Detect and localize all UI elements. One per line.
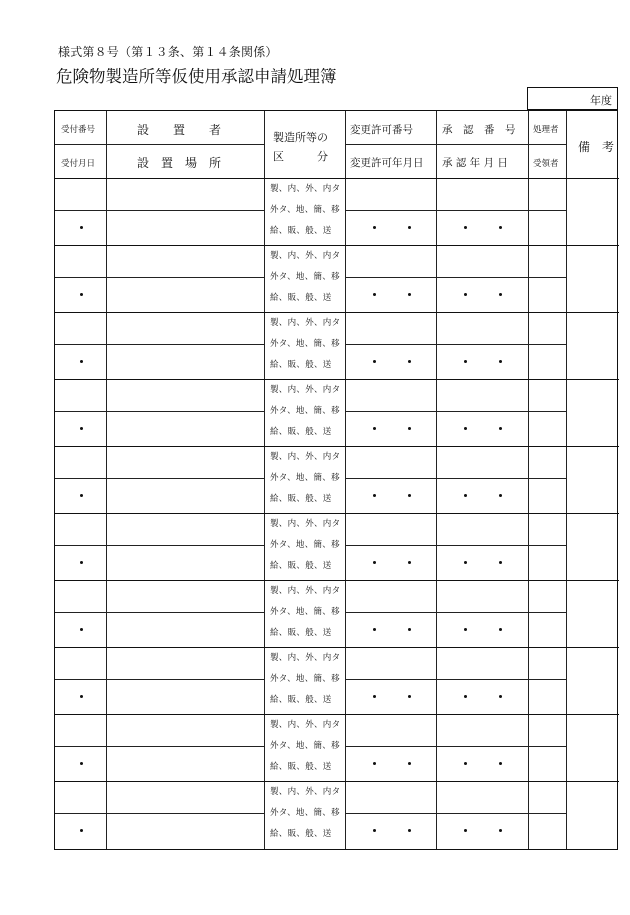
row-mid-line-left [55,813,264,814]
row-mid-line-right [345,746,566,747]
change-permit-date-mark-2 [408,561,411,564]
approval-date-mark-2 [499,427,502,430]
row-separator [55,379,619,380]
form-subtitle: 様式第８号（第１３条、第１４条関係） [58,45,278,59]
form-title: 危険物製造所等仮使用承認申請処理簿 [56,67,337,86]
approval-date-mark-2 [499,360,502,363]
header-approval-number: 承 認 番 号 [442,124,516,136]
approval-date-mark-1 [464,293,467,296]
receipt-date-mark [80,628,83,631]
row-category-line-1: 製、内、外、内タ [270,251,341,261]
row-category-line-3: 給、販、般、送 [270,293,332,303]
row-mid-line-right [345,411,566,412]
header-recipient: 受領者 [533,159,559,169]
col-divider-3 [345,111,346,849]
row-category-line-3: 給、販、般、送 [270,695,332,705]
row-mid-line-left [55,210,264,211]
row-mid-line-left [55,478,264,479]
receipt-date-mark [80,427,83,430]
row-category-line-1: 製、内、外、内タ [270,318,341,328]
row-category-line-1: 製、内、外、内タ [270,184,341,194]
row-category-line-2: 外タ、地、簡、移 [270,406,340,416]
change-permit-date-mark-1 [373,695,376,698]
approval-date-mark-2 [499,494,502,497]
col-divider-4 [436,111,437,849]
row-category-line-2: 外タ、地、簡、移 [270,607,340,617]
row-mid-line-left [55,679,264,680]
change-permit-date-mark-1 [373,762,376,765]
change-permit-date-mark-2 [408,293,411,296]
header-receipt-date: 受付月日 [61,159,96,169]
row-mid-line-left [55,344,264,345]
row-mid-line-right [345,813,566,814]
change-permit-date-mark-2 [408,829,411,832]
approval-date-mark-2 [499,695,502,698]
row-category-line-2: 外タ、地、簡、移 [270,674,340,684]
receipt-date-mark [80,494,83,497]
approval-date-mark-2 [499,293,502,296]
approval-date-mark-1 [464,829,467,832]
approval-date-mark-2 [499,226,502,229]
row-category-line-3: 給、販、般、送 [270,226,332,236]
approval-date-mark-2 [499,829,502,832]
row-category-line-2: 外タ、地、簡、移 [270,808,340,818]
change-permit-date-mark-1 [373,628,376,631]
approval-date-mark-2 [499,561,502,564]
row-category-line-2: 外タ、地、簡、移 [270,272,340,282]
receipt-date-mark [80,561,83,564]
change-permit-date-mark-2 [408,427,411,430]
header-category-line1: 製造所等の [273,131,328,144]
fiscal-year-label: 年度 [590,94,612,107]
change-permit-date-mark-1 [373,494,376,497]
row-separator [55,714,619,715]
row-separator [55,647,619,648]
receipt-date-mark [80,762,83,765]
row-mid-line-right [345,679,566,680]
header-split-left [55,144,264,145]
row-mid-line-right [345,612,566,613]
row-category-line-2: 外タ、地、簡、移 [270,741,340,751]
approval-date-mark-2 [499,762,502,765]
row-category-line-1: 製、内、外、内タ [270,452,341,462]
row-separator [55,513,619,514]
fiscal-year-box[interactable] [527,87,618,110]
approval-date-mark-1 [464,427,467,430]
col-divider-6 [566,111,567,849]
row-mid-line-left [55,411,264,412]
change-permit-date-mark-2 [408,695,411,698]
receipt-date-mark [80,226,83,229]
row-category-line-3: 給、販、般、送 [270,360,332,370]
header-processor: 処理者 [533,125,559,135]
row-mid-line-right [345,277,566,278]
approval-date-mark-1 [464,226,467,229]
row-category-line-1: 製、内、外、内タ [270,519,341,529]
change-permit-date-mark-1 [373,561,376,564]
row-category-line-1: 製、内、外、内タ [270,385,341,395]
change-permit-date-mark-1 [373,829,376,832]
change-permit-date-mark-2 [408,360,411,363]
row-mid-line-left [55,277,264,278]
row-separator [55,580,619,581]
row-separator [55,446,619,447]
row-category-line-2: 外タ、地、簡、移 [270,205,340,215]
approval-date-mark-1 [464,628,467,631]
approval-date-mark-1 [464,494,467,497]
change-permit-date-mark-2 [408,762,411,765]
row-category-line-3: 給、販、般、送 [270,427,332,437]
row-mid-line-right [345,210,566,211]
row-separator [55,781,619,782]
header-remarks: 備 考 [578,140,615,154]
row-category-line-3: 給、販、般、送 [270,762,332,772]
row-mid-line-left [55,612,264,613]
row-category-line-1: 製、内、外、内タ [270,787,341,797]
receipt-date-mark [80,695,83,698]
row-mid-line-right [345,478,566,479]
row-category-line-1: 製、内、外、内タ [270,720,341,730]
col-divider-1 [106,111,107,849]
receipt-date-mark [80,360,83,363]
row-category-line-1: 製、内、外、内タ [270,586,341,596]
col-divider-5 [528,111,529,849]
header-installation-place: 設 置 場 所 [137,156,222,170]
row-category-line-3: 給、販、般、送 [270,561,332,571]
row-category-line-3: 給、販、般、送 [270,829,332,839]
header-change-permit-date: 変更許可年月日 [350,157,424,169]
row-separator [55,178,619,179]
receipt-date-mark [80,293,83,296]
row-category-line-2: 外タ、地、簡、移 [270,473,340,483]
approval-date-mark-1 [464,360,467,363]
change-permit-date-mark-1 [373,427,376,430]
approval-date-mark-1 [464,695,467,698]
row-category-line-3: 給、販、般、送 [270,628,332,638]
register-table [54,110,618,850]
change-permit-date-mark-2 [408,226,411,229]
receipt-date-mark [80,829,83,832]
change-permit-date-mark-1 [373,226,376,229]
change-permit-date-mark-2 [408,494,411,497]
col-divider-2 [264,111,265,849]
header-split-right [345,144,566,145]
row-category-line-2: 外タ、地、簡、移 [270,339,340,349]
approval-date-mark-1 [464,561,467,564]
row-mid-line-left [55,545,264,546]
row-mid-line-right [345,344,566,345]
row-separator [55,312,619,313]
header-receipt-number: 受付番号 [61,125,96,135]
header-category-line2: 区 分 [273,150,328,163]
row-separator [55,245,619,246]
row-mid-line-right [345,545,566,546]
header-change-permit-number: 変更許可番号 [350,124,413,136]
approval-date-mark-2 [499,628,502,631]
header-approval-date: 承 認 年 月 日 [442,157,508,169]
change-permit-date-mark-2 [408,628,411,631]
row-category-line-3: 給、販、般、送 [270,494,332,504]
change-permit-date-mark-1 [373,360,376,363]
row-mid-line-left [55,746,264,747]
approval-date-mark-1 [464,762,467,765]
row-category-line-2: 外タ、地、簡、移 [270,540,340,550]
row-category-line-1: 製、内、外、内タ [270,653,341,663]
change-permit-date-mark-1 [373,293,376,296]
header-installer: 設 置 者 [137,123,222,137]
